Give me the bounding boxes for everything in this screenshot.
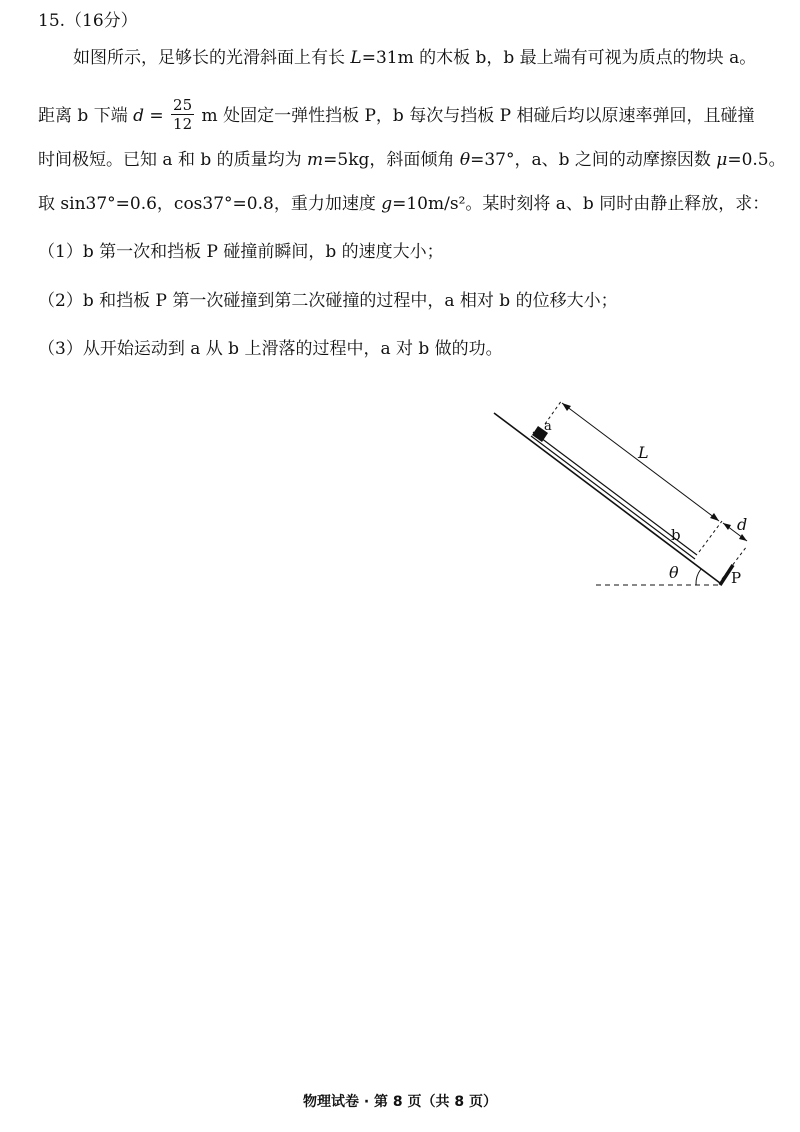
label-a: a — [544, 419, 552, 434]
angle-arc — [696, 569, 701, 585]
label-b: b — [671, 526, 681, 544]
var-d: d — [133, 106, 144, 126]
label-theta: θ — [669, 563, 679, 582]
text-segment: =31m 的木板 b，b 最上端有可视为质点的物块 a。 — [361, 48, 757, 68]
text-segment: =5kg，斜面倾角 — [323, 150, 460, 170]
text-segment: =37°，a、b 之间的动摩擦因数 — [470, 150, 717, 170]
fraction-numerator: 25 — [173, 96, 193, 114]
question-1: （1）b 第一次和挡板 P 碰撞前瞬间，b 的速度大小； — [38, 242, 444, 262]
L-arrowhead-bottom — [710, 513, 719, 521]
incline-surface — [494, 413, 720, 583]
question-3: （3）从开始运动到 a 从 b 上滑落的过程中，a 对 b 做的功。 — [38, 339, 503, 359]
var-g: g — [381, 194, 393, 214]
var-theta: θ — [459, 150, 471, 170]
question-2: （2）b 和挡板 P 第一次碰撞到第二次碰撞的过程中，a 相对 b 的位移大小； — [38, 291, 618, 311]
L-arrowhead-top — [562, 403, 571, 411]
text-segment: =0.5。 — [727, 150, 786, 170]
text-segment: 如图所示，足够长的光滑斜面上有长 — [73, 48, 351, 68]
text-segment: = — [143, 106, 170, 126]
label-P: P — [731, 569, 742, 587]
text-segment: =10m/s²。某时刻将 a、b 同时由静止释放，求： — [392, 194, 770, 214]
label-d: d — [737, 515, 748, 534]
d-arrowhead-right — [739, 534, 747, 541]
text-segment: 取 sin37°=0.6，cos37°=0.8，重力加速度 — [38, 194, 382, 214]
var-mu: μ — [716, 150, 728, 170]
fraction-denominator: 12 — [173, 115, 193, 133]
L-dimension-line — [562, 403, 719, 521]
text-segment: 时间极短。已知 a 和 b 的质量均为 — [38, 150, 308, 170]
d-arrowhead-left — [723, 523, 731, 530]
L-extension-bottom — [699, 521, 722, 552]
text-segment: m 处固定一弹性挡板 P，b 每次与挡板 P 相碰后均以原速率弹回，且碰撞 — [196, 106, 755, 126]
label-L: L — [638, 443, 649, 462]
var-L: L — [350, 48, 362, 68]
var-m: m — [307, 150, 324, 170]
problem-header: 15.（16分） — [38, 11, 138, 31]
page-footer: 物理试卷 · 第 8 页（共 8 页） — [302, 1094, 498, 1110]
text-segment: 距离 b 下端 — [38, 106, 134, 126]
